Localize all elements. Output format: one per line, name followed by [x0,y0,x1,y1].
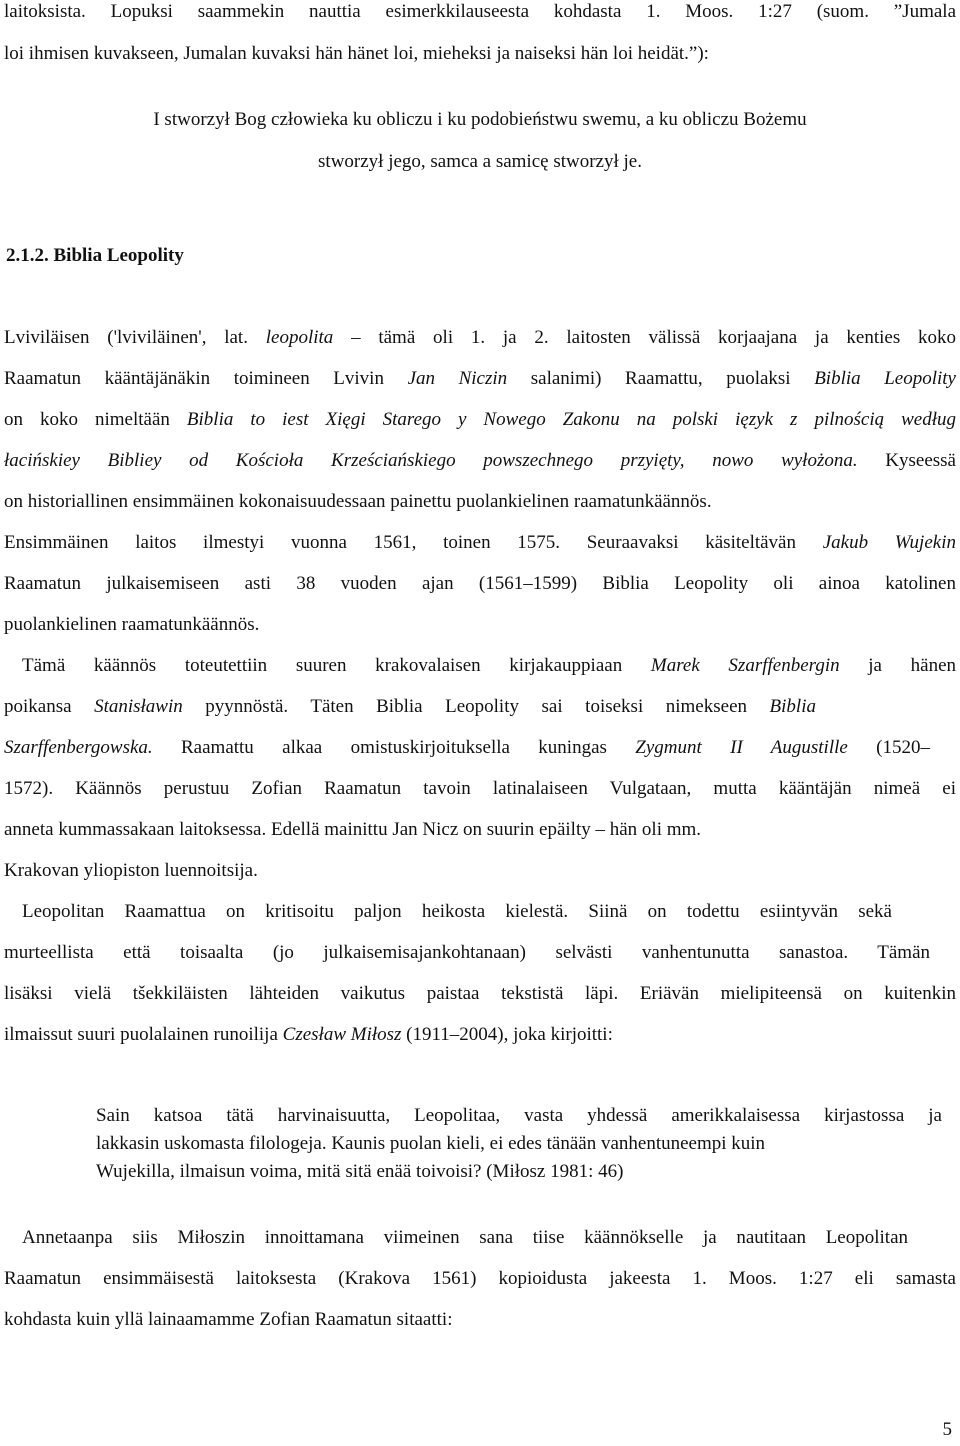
p2-line-4: 1572). Käännös perustuu Zofian Raamatun tavoin latinalaiseen Vulgataan, mutta kääntäjän nimeä ei [4,778,956,799]
p1-line-4: łacińskiey Bibliey od Kościoła Krześciańskiego powszechnego przyięty, nowo wyłożona. Kyseessä [4,450,956,471]
p2-line-6: Krakovan yliopiston luennoitsija. [4,860,258,881]
polish-quote-line-2: stworzył jego, samca a samicę stworzył je. [318,151,642,172]
intro-line-1: laitoksista. Lopuksi saammekin nauttia esimerkkilauseesta kohdasta 1. Moos. 1:27 (suom. ”Jumala [4,1,956,22]
page-number: 5 [942,1419,952,1440]
p2-line-3: Szarffenbergowska. Raamattu alkaa omistuskirjoituksella kuningas Zygmunt II Augustille (1520– [4,737,931,758]
p1-line-7: Raamatun julkaisemiseen asti 38 vuoden ajan (1561–1599) Biblia Leopolity oli ainoa katolinen [4,573,956,594]
p2-line-5: anneta kummassakaan laitoksessa. Edellä mainittu Jan Nicz on suurin epäilty – hän oli mm. [4,819,702,840]
p3-line-1: Leopolitan Raamattua on kritisoitu paljon heikosta kielestä. Siinä on todettu esiintyvän sekä [22,901,892,922]
block-quote-line-2: lakkasin uskomasta filologeja. Kaunis puolan kieli, ei edes tänään vanhentuneempi kuin [96,1133,766,1154]
p2-line-2: poikansa Stanisławin pyynnöstä. Täten Biblia Leopolity sai toiseksi nimekseen Biblia [4,696,816,717]
intro-line-2: loi ihmisen kuvakseen, Jumalan kuvaksi hän hänet loi, mieheksi ja naiseksi hän loi heidät.”): [4,43,709,64]
p1-line-3: on koko nimeltään Biblia to iest Xięgi Starego y Nowego Zakonu na polski ięzyk z pilnością według [4,409,956,430]
p2-line-1: Tämä käännös toteutettiin suuren krakovalaisen kirjakauppiaan Marek Szarffenbergin ja hänen [22,655,957,676]
p1-line-8: puolankielinen raamatunkäännös. [4,614,260,635]
p3-line-2: murteellista että toisaalta (jo julkaisemisajankohtanaan) selvästi vanhentunutta sanastoa. Tämän [4,942,930,963]
p4-line-1: Annetaanpa siis Miłoszin innoittamana viimeinen sana tiise käännökselle ja nautitaan Leopolitan [22,1227,908,1248]
p3-line-4: ilmaissut suuri puolalainen runoilija Czesław Miłosz (1911–2004), joka kirjoitti: [4,1024,613,1045]
p1-line-1: Lviviläisen ('lviviläinen', lat. leopolita – tämä oli 1. ja 2. laitosten välissä korjaajana ja kenties koko [4,327,956,348]
p3-line-3: lisäksi vielä tšekkiläisten lähteiden vaikutus paistaa tekstistä läpi. Eriävän mielipiteensä on kuitenkin [4,983,956,1004]
p1-line-6: Ensimmäinen laitos ilmestyi vuonna 1561, toinen 1575. Seuraavaksi käsiteltävän Jakub Wujekin [4,532,956,553]
p4-line-2: Raamatun ensimmäisestä laitoksesta (Krakova 1561) kopioidusta jakeesta 1. Moos. 1:27 eli samasta [4,1268,956,1289]
polish-quote-line-1: I stworzył Bog człowieka ku obliczu i ku podobieństwu swemu, a ku obliczu Bożemu [153,109,807,130]
p1-line-5: on historiallinen ensimmäinen kokonaisuudessaan painettu puolankielinen raamatunkäännös. [4,491,712,512]
block-quote-line-1: Sain katsoa tätä harvinaisuutta, Leopolitaa, vasta yhdessä amerikkalaisessa kirjastossa ja [96,1105,942,1126]
section-heading: 2.1.2. Biblia Leopolity [6,245,184,266]
p1-line-2: Raamatun kääntäjänäkin toimineen Lvivin Jan Niczin salanimi) Raamattu, puolaksi Biblia Leopolity [4,368,956,389]
p4-line-3: kohdasta kuin yllä lainaamamme Zofian Raamatun sitaatti: [4,1309,453,1330]
block-quote-line-3: Wujekilla, ilmaisun voima, mitä sitä enää toivoisi? (Miłosz 1981: 46) [96,1161,624,1182]
